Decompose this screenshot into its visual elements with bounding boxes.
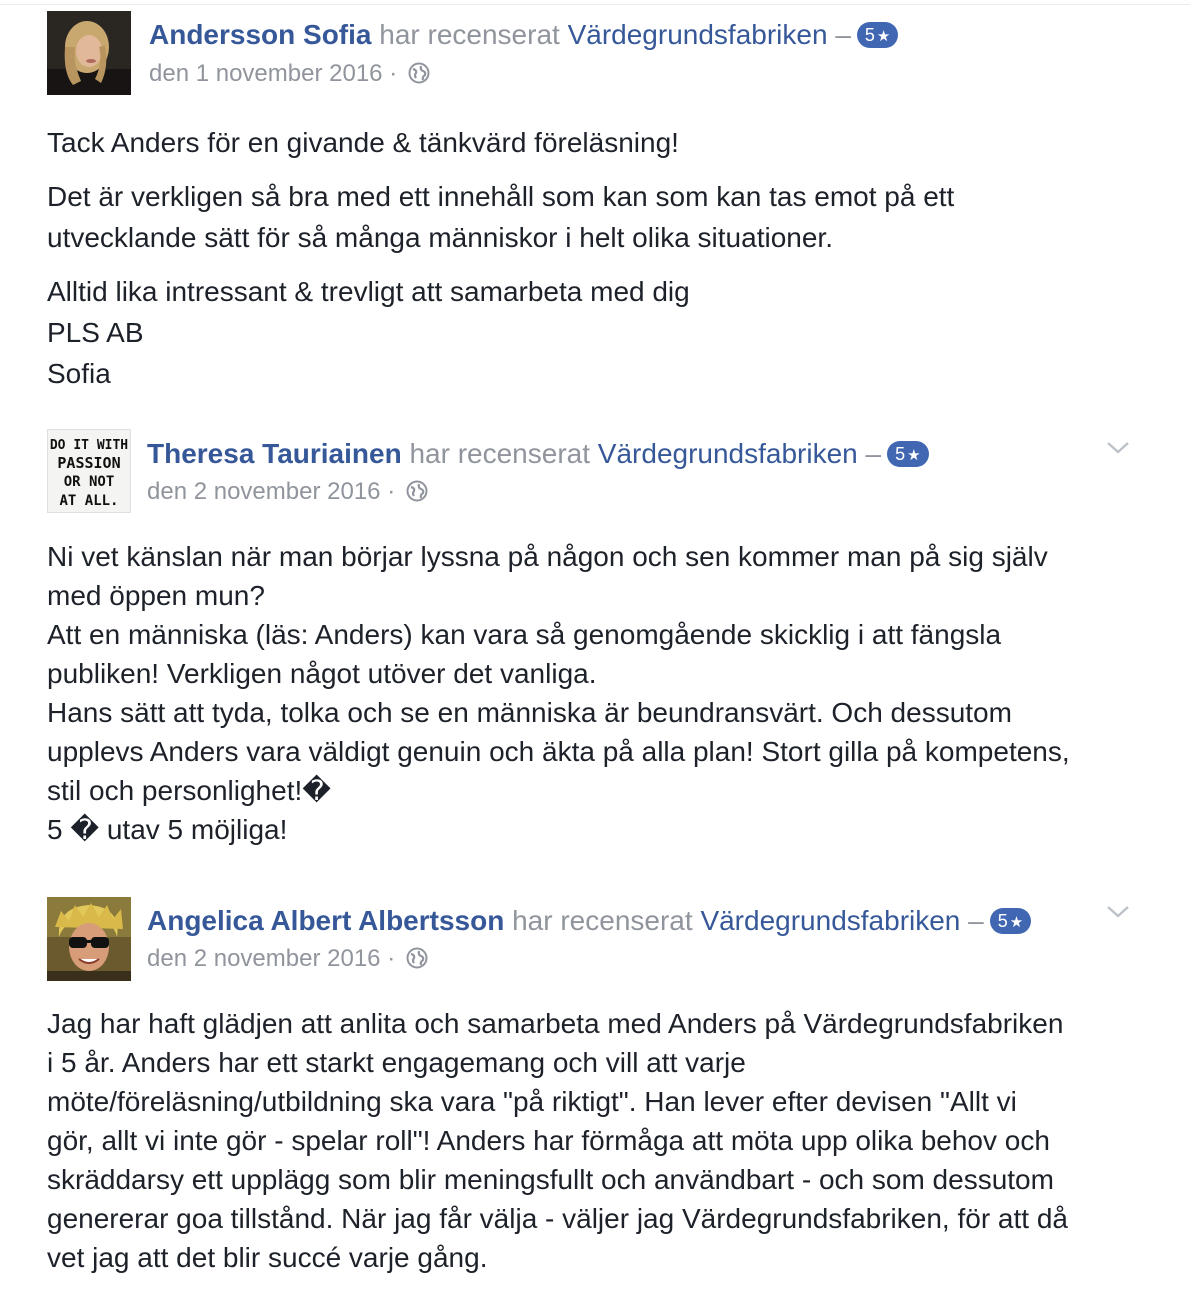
- author-link[interactable]: Angelica Albert Albertsson: [147, 905, 505, 936]
- text-line: Hans sätt att tyda, tolka och se en människa är beundransvärt. Och dessutom: [47, 697, 1012, 728]
- review-verb: har recenserat: [409, 438, 591, 469]
- globe-icon[interactable]: [408, 62, 430, 84]
- review-paragraph: [47, 1004, 1157, 1277]
- text-line: möte/föreläsning/utbildning ska vara "på riktigt". Han lever efter devisen "Allt vi: [47, 1086, 1017, 1117]
- text-line: Tack Anders för en givande & tänkvärd föreläsning!: [47, 127, 679, 158]
- text-line: publiken! Verkligen något utöver det vanliga.: [47, 658, 597, 689]
- review-text: [47, 537, 1157, 849]
- review-meta: [147, 944, 428, 974]
- text-line: utvecklande sätt för så många människor i helt olika situationer.: [47, 222, 833, 253]
- review-paragraph: [47, 271, 1157, 394]
- review-date-link[interactable]: den 2 november 2016: [147, 478, 381, 505]
- text-line: med öppen mun?: [47, 580, 265, 611]
- review-meta: [147, 477, 428, 507]
- review-header: [147, 904, 1031, 938]
- text-line: Alltid lika intressant & trevligt att samarbeta med dig: [47, 276, 690, 307]
- avatar-text-line: DO IT WITH: [49, 438, 129, 453]
- review-meta: [149, 59, 430, 89]
- rating-value: 5: [997, 911, 1008, 931]
- meta-separator: ·: [387, 478, 396, 505]
- avatar-text-line: AT ALL.: [59, 493, 119, 509]
- text-line: Sofia: [47, 358, 111, 389]
- review-date-link[interactable]: den 1 november 2016: [149, 60, 383, 87]
- text-line: stil och personlighet!�: [47, 775, 331, 806]
- top-divider: [0, 0, 1190, 5]
- chevron-down-icon[interactable]: [1103, 437, 1133, 459]
- review-verb: har recenserat: [379, 19, 560, 50]
- page-link[interactable]: Värdegrundsfabriken: [700, 905, 961, 936]
- page-link[interactable]: Värdegrundsfabriken: [567, 19, 828, 50]
- dash: –: [968, 905, 984, 936]
- avatar[interactable]: [47, 11, 131, 95]
- review-header: [149, 18, 898, 52]
- rating-value: 5: [864, 25, 875, 45]
- text-line: PLS AB: [47, 317, 144, 348]
- text-line: skräddarsy ett upplägg som blir meningsfullt och användbart - och som dessutom: [47, 1164, 1054, 1195]
- avatar[interactable]: [47, 429, 131, 513]
- chevron-down-icon[interactable]: [1103, 901, 1133, 923]
- dash: –: [835, 19, 851, 50]
- rating-badge: [887, 441, 928, 467]
- rating-value: 5: [895, 444, 906, 464]
- review-header: [147, 437, 929, 471]
- star-icon: ★: [876, 28, 891, 45]
- text-line: vet jag att det blir succé varje gång.: [47, 1242, 488, 1273]
- review-paragraph: [47, 176, 1157, 258]
- text-line: i 5 år. Anders har ett starkt engagemang och vill att varje: [47, 1047, 746, 1078]
- page-link[interactable]: Värdegrundsfabriken: [597, 438, 858, 469]
- text-line: genererar goa tillstånd. När jag får välja - väljer jag Värdegrundsfabriken, för att då: [47, 1203, 1068, 1234]
- avatar-text-line: OR NOT: [63, 474, 115, 490]
- review-paragraph: [47, 122, 1157, 163]
- author-link[interactable]: Andersson Sofia: [149, 19, 372, 50]
- review-paragraph: [47, 537, 1157, 849]
- meta-separator: ·: [387, 945, 396, 972]
- text-line: Jag har haft glädjen att anlita och samarbeta med Anders på Värdegrundsfabriken: [47, 1008, 1064, 1039]
- text-line: 5 � utav 5 möjliga!: [47, 814, 288, 845]
- author-link[interactable]: Theresa Tauriainen: [147, 438, 402, 469]
- review-date-link[interactable]: den 2 november 2016: [147, 945, 381, 972]
- dash: –: [865, 438, 882, 469]
- avatar[interactable]: [47, 897, 131, 981]
- text-line: gör, allt vi inte gör - spelar roll"! Anders har förmåga att möta upp olika behov och: [47, 1125, 1050, 1156]
- text-line: Att en människa (läs: Anders) kan vara så genomgående skicklig i att fängsla: [47, 619, 1002, 650]
- text-line: Det är verkligen så bra med ett innehåll som kan som kan tas emot på ett: [47, 181, 955, 212]
- text-line: Ni vet känslan när man börjar lyssna på någon och sen kommer man på sig själv: [47, 541, 1048, 572]
- star-icon: ★: [1009, 914, 1024, 931]
- globe-icon[interactable]: [406, 480, 428, 502]
- globe-icon[interactable]: [406, 947, 428, 969]
- review-text: [47, 122, 1157, 394]
- rating-badge: [857, 22, 898, 48]
- review-verb: har recenserat: [512, 905, 693, 936]
- text-line: upplevs Anders vara väldigt genuin och äkta på alla plan! Stort gilla på kompetens,: [47, 736, 1070, 767]
- avatar-text-line: PASSION: [57, 454, 121, 472]
- rating-badge: [990, 908, 1031, 934]
- review-text: [47, 1004, 1157, 1277]
- star-icon: ★: [907, 447, 921, 464]
- meta-separator: ·: [389, 60, 398, 87]
